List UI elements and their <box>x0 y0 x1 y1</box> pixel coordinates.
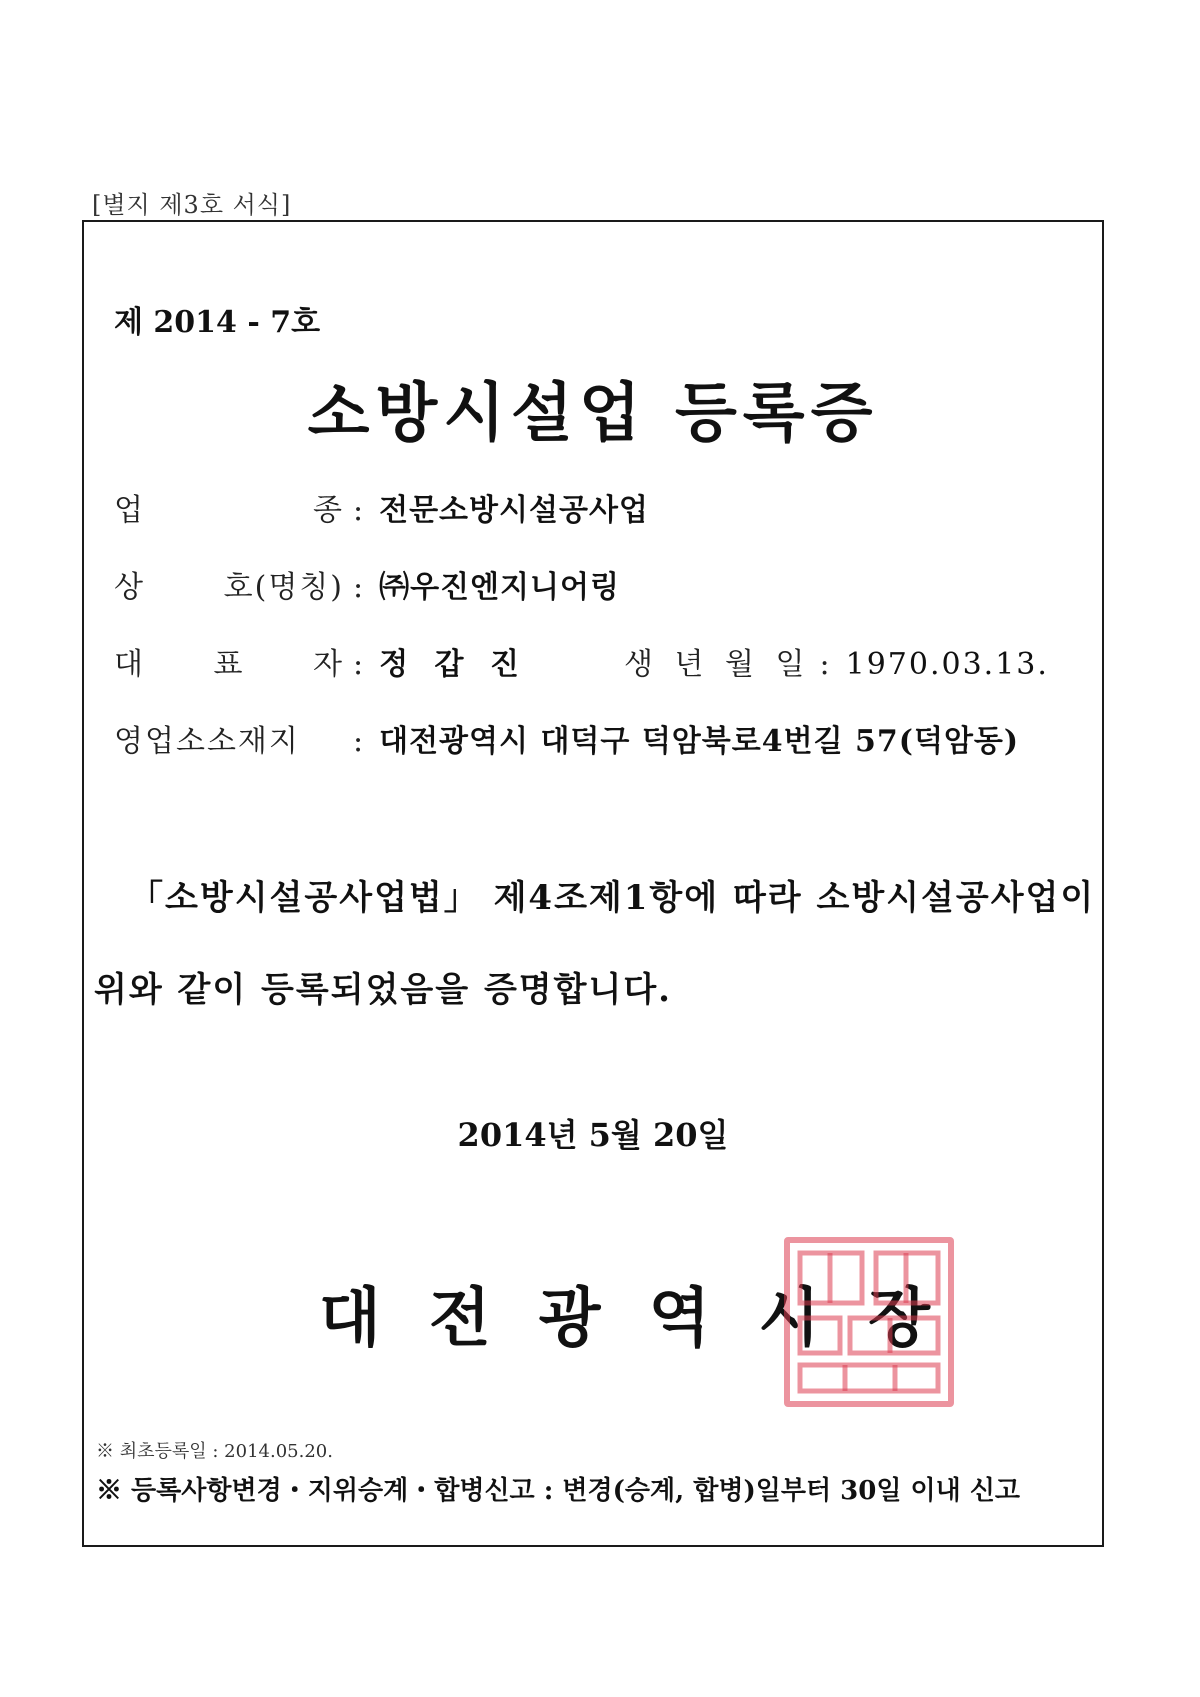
field-row-company <box>114 562 620 606</box>
birthdate-label: 생 년 월 일 <box>624 647 811 682</box>
company-value: ㈜우진엔지니어링 <box>379 570 620 605</box>
colon: : <box>352 724 366 759</box>
colon: : <box>352 647 366 682</box>
first-registration-note: ※ 최초등록일 : 2014.05.20. <box>96 1441 333 1462</box>
colon: : <box>819 647 832 682</box>
report-deadline-note: ※ 등록사항변경・지위승계・합병신고 : 변경(승계, 합병)일부터 30일 이내 신고 <box>96 1476 1021 1506</box>
field-row-business-type <box>114 485 649 529</box>
representative-value: 정 갑 진 <box>379 647 527 682</box>
colon: : <box>352 570 366 605</box>
issuer-name: 대전광역시장 <box>319 1281 978 1356</box>
statement-line-1: 「소방시설공사업법」 제4조제1항에 따라 소방시설공사업이 <box>129 878 1096 918</box>
company-label: 상 호(명칭) <box>114 570 344 605</box>
issue-date: 2014년 5월 20일 <box>457 1116 729 1154</box>
certificate-frame <box>82 220 1104 1547</box>
address-value: 대전광역시 대덕구 덕암북로4번길 57(덕암동) <box>379 724 1020 759</box>
business-type-label: 업 종 <box>114 493 344 528</box>
colon: : <box>352 493 366 528</box>
statement-line-2: 위와 같이 등록되었음을 증명합니다. <box>94 970 673 1010</box>
form-number-label: [별지 제3호 서식] <box>92 191 292 219</box>
official-seal-icon <box>784 1237 954 1407</box>
field-row-representative <box>114 639 527 683</box>
representative-label: 대 표 자 <box>114 647 344 682</box>
seal-pattern-icon <box>790 1243 948 1401</box>
certificate-number: 제 2014 - 7호 <box>114 305 321 340</box>
field-row-address <box>114 716 1019 760</box>
address-label: 영업소소재지 <box>114 724 300 759</box>
certificate-title: 소방시설업 등록증 <box>307 376 879 451</box>
birthdate-value: 1970.03.13. <box>845 647 1049 682</box>
business-type-value: 전문소방시설공사업 <box>379 493 649 528</box>
field-row-birthdate <box>624 639 1049 683</box>
